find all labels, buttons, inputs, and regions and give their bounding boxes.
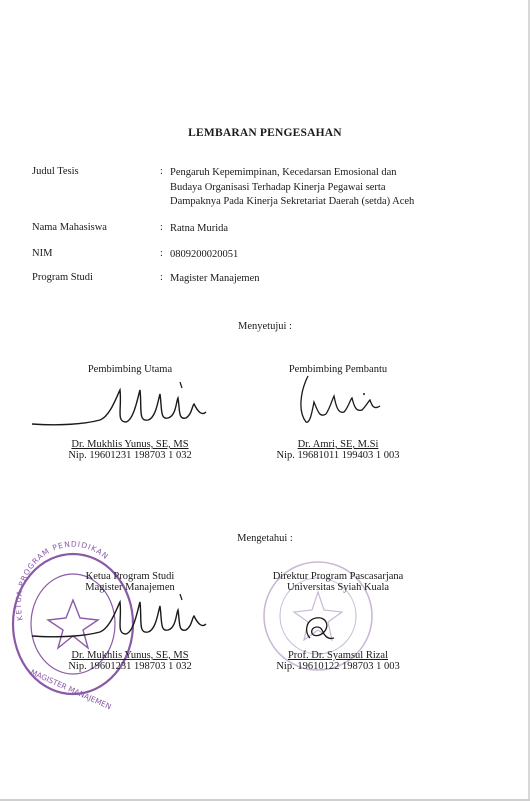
svg-text:MAGISTER MANAJEMEN: MAGISTER MANAJEMEN	[29, 667, 113, 712]
field-colon: :	[160, 272, 163, 283]
field-colon: :	[160, 248, 163, 259]
student-nim: 0809200020051	[170, 249, 239, 260]
field-label: Judul Tesis	[32, 166, 79, 177]
title-line-2: Budaya Organisasi Terhadap Kinerja Pegawai serta	[170, 181, 386, 193]
official-nip: Nip. 19610122 198703 1 003	[276, 661, 400, 672]
acknowledged-heading: Mengetahui :	[237, 533, 293, 544]
field-colon: :	[160, 222, 163, 233]
program-head-info	[20, 650, 240, 672]
field-label: Program Studi	[32, 272, 93, 283]
main-supervisor-signature	[30, 378, 220, 438]
official-name: Dr. Mukhlis Yunus, SE, MS	[71, 650, 189, 661]
title-line-3: Dampaknya Pada Kinerja Sekretariat Daerah (setda) Aceh	[170, 196, 415, 207]
supervisor-nip: Nip. 19601231 198703 1 032	[68, 450, 192, 461]
student-name: Ratna Murida	[170, 223, 229, 234]
field-value	[160, 222, 450, 237]
supervisor-role-label: Pembimbing Pembantu	[288, 364, 388, 375]
official-name: Prof. Dr. Syamsul Rizal	[287, 650, 389, 661]
approval-heading: Menyetujui :	[238, 321, 292, 332]
main-supervisor-info	[20, 439, 240, 461]
co-supervisor-signature	[292, 372, 412, 432]
field-text	[170, 166, 450, 210]
field-value	[160, 272, 450, 287]
official-nip: Nip. 19601231 198703 1 032	[68, 661, 192, 672]
official-role-2: Magister Manajemen	[85, 582, 175, 593]
supervisor-name: Dr. Amri, SE, M.Si	[297, 439, 379, 450]
supervisor-role-label: Pembimbing Utama	[87, 364, 173, 375]
svg-text:KETUA PROGRAM PENDIDIKAN: KETUA PROGRAM PENDIDIKAN	[13, 539, 111, 622]
official-role: Direktur Program Pascasarjana	[272, 571, 404, 582]
director-signature	[300, 612, 340, 648]
page-title: LEMBARAN PENGESAHAN	[188, 127, 342, 139]
supervisor-nip: Nip. 19681011 199403 1 003	[276, 450, 400, 461]
co-supervisor-info	[228, 439, 448, 461]
main-supervisor-role	[20, 364, 240, 375]
program-head-signature	[30, 590, 220, 650]
official-role: Ketua Program Studi	[85, 571, 175, 582]
field-label: Nama Mahasiswa	[32, 222, 107, 233]
director-roles	[228, 571, 448, 593]
field-value	[160, 248, 450, 263]
title-line-1: Pengaruh Kepemimpinan, Kecedarsan Emosional dan	[170, 167, 397, 178]
field-label: NIM	[32, 248, 53, 259]
study-program: Magister Manajemen	[170, 273, 260, 284]
field-value	[160, 166, 450, 210]
director-info	[228, 650, 448, 672]
field-colon: :	[160, 166, 163, 177]
supervisor-name: Dr. Mukhlis Yunus, SE, MS	[71, 439, 189, 450]
official-role-2: Universitas Syiah Kuala	[286, 582, 390, 593]
